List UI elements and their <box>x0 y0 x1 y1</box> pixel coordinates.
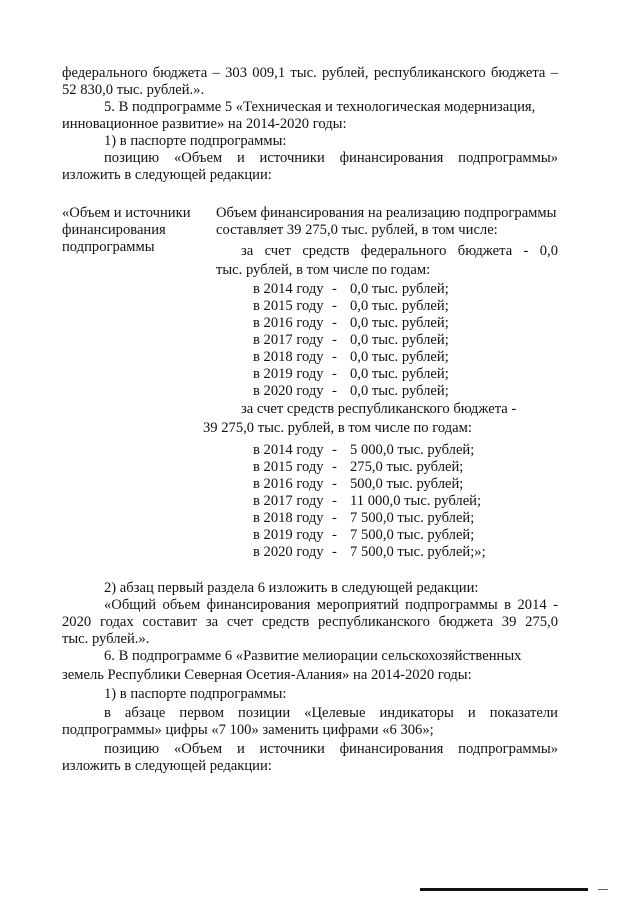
amount: 0,0 тыс. рублей; <box>350 383 449 399</box>
dash: - <box>332 527 337 543</box>
dash: - <box>332 349 337 365</box>
sec5-position-line-2: изложить в следующей редакции: <box>62 167 272 183</box>
amount: 0,0 тыс. рублей; <box>350 366 449 382</box>
year-label: в 2015 году <box>253 298 324 314</box>
sec6-heading-line-2: земель Республики Северная Осетия-Алания» на 2014-2020 годы: <box>62 667 472 683</box>
year-label: в 2018 году <box>253 349 324 365</box>
amount: 0,0 тыс. рублей; <box>350 315 449 331</box>
table-right-line-1: Объем финансирования на реализацию подпрограммы <box>216 205 557 221</box>
sec6-abz-line-2: подпрограммы» цифры «7 100» заменить цифрами «6 306»; <box>62 722 434 738</box>
sec6-abz-line-1: в абзаце первом позиции «Целевые индикаторы и показатели <box>104 705 558 721</box>
year-label: в 2016 году <box>253 315 324 331</box>
table-right-line-2: составляет 39 275,0 тыс. рублей, в том числе: <box>216 222 498 238</box>
footer-tick <box>598 889 608 890</box>
year-label: в 2016 году <box>253 476 324 492</box>
year-label: в 2014 году <box>253 281 324 297</box>
dash: - <box>332 510 337 526</box>
federal-line-1: за счет средств федерального бюджета - 0,0 <box>241 243 558 259</box>
amount: 5 000,0 тыс. рублей; <box>350 442 475 458</box>
sec5-item-2: 2) абзац первый раздела 6 изложить в следующей редакции: <box>104 580 479 596</box>
year-label: в 2017 году <box>253 332 324 348</box>
year-label: в 2014 году <box>253 442 324 458</box>
amount: 7 500,0 тыс. рублей; <box>350 527 475 543</box>
year-label: в 2019 году <box>253 366 324 382</box>
amount: 500,0 тыс. рублей; <box>350 476 464 492</box>
dash: - <box>332 332 337 348</box>
amount: 0,0 тыс. рублей; <box>350 349 449 365</box>
amount: 11 000,0 тыс. рублей; <box>350 493 482 509</box>
year-label: в 2018 году <box>253 510 324 526</box>
dash: - <box>332 383 337 399</box>
dash: - <box>332 315 337 331</box>
table-left-line-3: подпрограммы <box>62 239 155 255</box>
year-label: в 2015 году <box>253 459 324 475</box>
dash: - <box>332 298 337 314</box>
federal-line-2: тыс. рублей, в том числе по годам: <box>216 262 431 278</box>
table-left-line-1: «Объем и источники <box>62 205 191 221</box>
quote-line-1: «Общий объем финансирования мероприятий подпрограммы в 2014 - <box>104 597 558 613</box>
dash: - <box>332 459 337 475</box>
sec5-heading-line-1: 5. В подпрограмме 5 «Техническая и технологическая модернизация, <box>104 99 536 115</box>
dash: - <box>332 366 337 382</box>
sec6-position-line-1: позицию «Объем и источники финансирования подпрограммы» <box>104 741 558 757</box>
year-label: в 2020 году <box>253 544 324 560</box>
quote-line-3: тыс. рублей.». <box>62 631 150 647</box>
amount: 0,0 тыс. рублей; <box>350 281 449 297</box>
intro-line-2: 52 830,0 тыс. рублей.». <box>62 82 205 98</box>
dash: - <box>332 442 337 458</box>
intro-line-1: федерального бюджета – 303 009,1 тыс. рублей, республиканского бюджета – <box>62 65 558 81</box>
amount: 275,0 тыс. рублей; <box>350 459 464 475</box>
sec6-heading-line-1: 6. В подпрограмме 6 «Развитие мелиорации сельскохозяйственных <box>104 648 522 664</box>
sec5-position-line-1: позицию «Объем и источники финансирования подпрограммы» <box>104 150 558 166</box>
republic-line-2: 39 275,0 тыс. рублей, в том числе по годам: <box>203 420 472 436</box>
quote-line-2: 2020 годах составит за счет средств республиканского бюджета 39 275,0 <box>62 614 558 630</box>
year-label: в 2019 году <box>253 527 324 543</box>
amount: 0,0 тыс. рублей; <box>350 298 449 314</box>
dash: - <box>332 476 337 492</box>
amount: 7 500,0 тыс. рублей;»; <box>350 544 486 560</box>
republic-line-1: за счет средств республиканского бюджета - <box>241 401 517 417</box>
dash: - <box>332 281 337 297</box>
year-label: в 2020 году <box>253 383 324 399</box>
dash: - <box>332 544 337 560</box>
sec5-heading-line-2: инновационное развитие» на 2014-2020 годы: <box>62 116 347 132</box>
amount: 7 500,0 тыс. рублей; <box>350 510 475 526</box>
sec6-position-line-2: изложить в следующей редакции: <box>62 758 272 774</box>
footer-rule <box>420 888 588 891</box>
dash: - <box>332 493 337 509</box>
table-left-line-2: финансирования <box>62 222 166 238</box>
amount: 0,0 тыс. рублей; <box>350 332 449 348</box>
sec6-item-1: 1) в паспорте подпрограммы: <box>104 686 287 702</box>
sec5-item-1: 1) в паспорте подпрограммы: <box>104 133 287 149</box>
year-label: в 2017 году <box>253 493 324 509</box>
